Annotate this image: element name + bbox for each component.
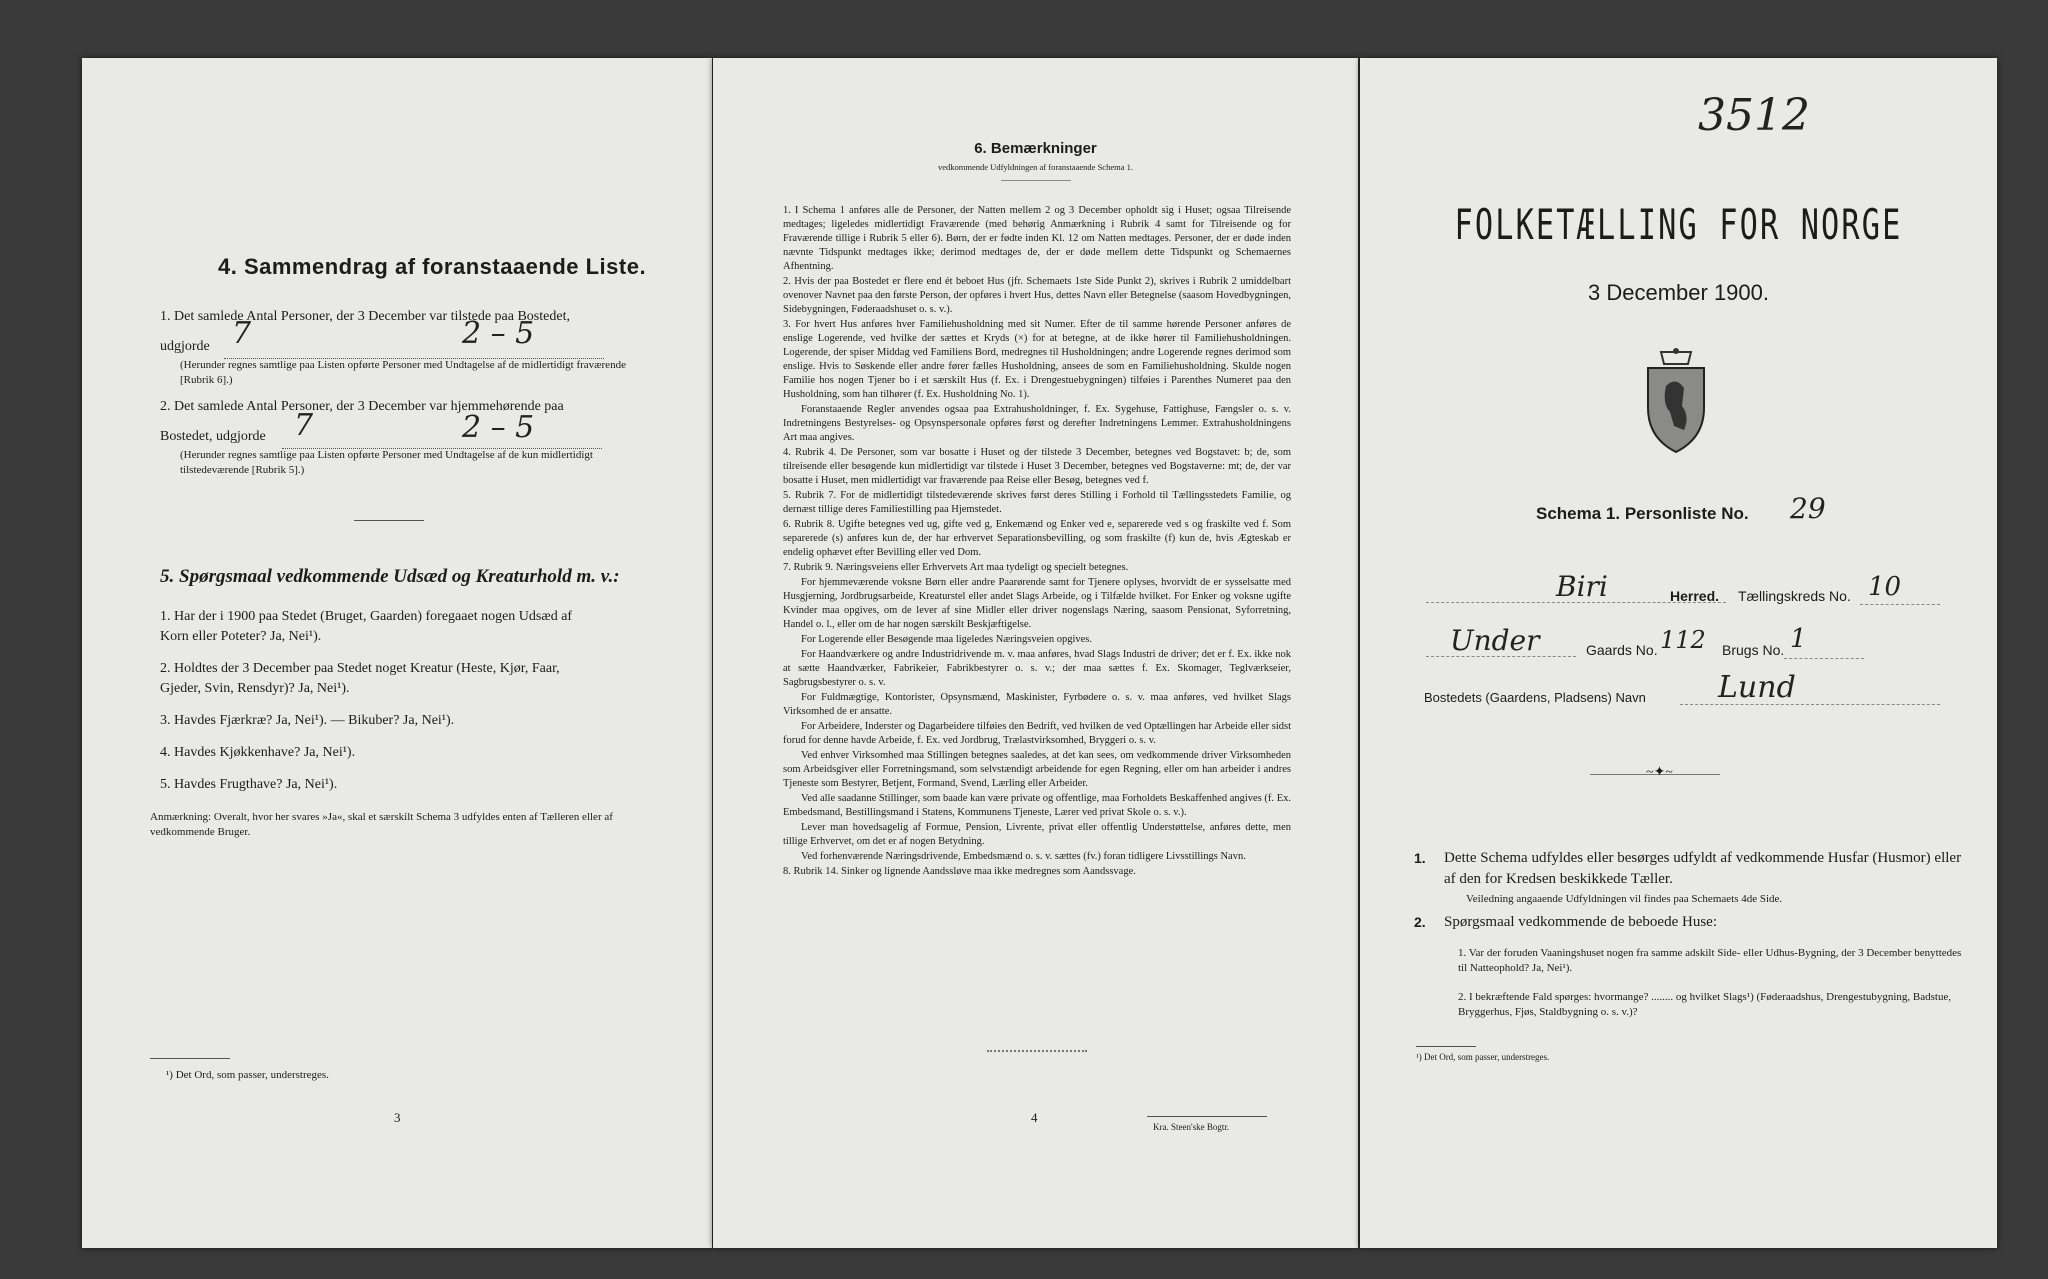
bosted-label: Bostedets (Gaardens, Pladsens) Navn: [1424, 690, 1646, 705]
remark-item: 3. For hvert Hus anføres hver Familiehusholdning med sit Numer. Efter de til samme hørende Personer anføres de enslige Logerende, ved hvilke der sættes et Kryds (×) for at betegne, at de ikke hører til Familiehusholdningen. Logerende, der spiser Middag ved Familiens Bord, medregnes til Husholdningen; andre Logerende regnes derimod som enslige. Hvis to Søskende eller andre fører fælles Husholdning, ansees de som en Familiehusholdning. Skulde nogen Familie hos nogen Tjener bo i et særskilt Hus (f. Ex. i Drengestuebygningen) tilføies i Parenthes Numeret paa den Husholdning, som han tilhører (f. Ex. Husholdning No. 1).: [783, 319, 1291, 400]
gaard-line: [1426, 656, 1576, 657]
kreds-line: [1860, 604, 1940, 605]
remark-item: Foranstaaende Regler anvendes ogsaa paa Extrahusholdninger, f. Ex. Sygehuse, Fattighuse, Fængsler o. s. v. Indretningens Bestyrelses- og Opsynspersonale opføres først og derefter Indretningens Lemmer. Extrahusholdningens Art maa angives.: [783, 404, 1291, 443]
footnote: ¹) Det Ord, som passer, understreges.: [166, 1069, 329, 1081]
title-rule: [1001, 180, 1071, 181]
remark-item: 6. Rubrik 8. Ugifte betegnes ved ug, gifte ved g, Enkemænd og Enker ved e, separerede ved s og fraskilte ved f. Som separerede (s) anføres kun de, der har erhvervet Separationsbevilling, og som fraskilte (f) kun de, hvis Ægteskab er endelig ophævet efter Bevilling eller ved Dom.: [783, 519, 1291, 558]
footnote-rule: [1416, 1046, 1476, 1047]
page-4-remarks: [713, 58, 1358, 1248]
s5-q2a: 2. Holdtes der 3 December paa Stedet noget Kreatur (Heste, Kjør, Faar,: [160, 661, 560, 676]
item2-question-2: 2. I bekræftende Fald spørges: hvormange? ........ og hvilket Slags¹) (Føderaadshus, Drengestubygning, Badstue, Bryggerhus, Fjøs, Staldbygning o. s. v.)?: [1458, 991, 1952, 1018]
bosted-value: Lund: [1718, 670, 1796, 705]
page-3-summary: [82, 58, 712, 1248]
divider: [354, 520, 424, 521]
q1-prefix: udgjorde: [160, 339, 210, 354]
gaard-label: Gaards No.: [1586, 642, 1658, 658]
item2-text: Spørgsmaal vedkommende de beboede Huse:: [1444, 914, 1717, 930]
q2-text: 2. Det samlede Antal Personer, der 3 December var hjemmehørende paa: [160, 399, 564, 414]
footnote-rule: [150, 1058, 230, 1059]
s5-q4: 4. Havdes Kjøkkenhave? Ja, Nei¹).: [160, 745, 356, 760]
schema-label: Schema 1. Personliste No.: [1536, 504, 1749, 523]
item1-text: Dette Schema udfyldes eller besørges udfyldt af vedkommende Husfar (Husmor) eller af den for Kredsen beskikkede Tæller.: [1444, 850, 1962, 887]
bosted-line: [1680, 704, 1940, 705]
item1-number: 1.: [1414, 850, 1426, 866]
remark-item: For Fuldmægtige, Kontorister, Opsynsmænd, Maskinister, Fyrbødere o. s. v. maa anføres, ved hvilket Slags Virksomhed de er ansatte.: [783, 692, 1291, 717]
remark-item: Ved forhenværende Næringsdrivende, Embedsmænd o. s. v. sættes (fv.) foran tidligere Livsstillings Navn.: [801, 851, 1246, 862]
section-4-title: 4. Sammendrag af foranstaaende Liste.: [218, 254, 647, 279]
end-divider: [987, 1050, 1087, 1052]
q1-answer: 7: [232, 316, 252, 351]
q2-prefix: Bostedet, udgjorde: [160, 429, 266, 444]
page-number: 4: [1031, 1110, 1038, 1125]
remark-item: 5. Rubrik 7. For de midlertidigt tilstedeværende skrives først deres Stilling i Forhold til Tællingsstedets Familie, og dernæst tillige deres Familiestilling paa Hjemstedet.: [783, 490, 1291, 515]
remark-item: Ved enhver Virksomhed maa Stillingen betegnes saaledes, at det kan sees, om vedkommende driver Virksomheden som Arbeidsgiver eller Forretningsmand, som selvstændigt arbeidende for egen Regning, eller om han arbeider i andres Tjeneste som Bestyrer, Betjent, Formand, Svend, Lærling eller Arbeider.: [783, 750, 1291, 789]
item1-note: Veiledning angaaende Udfyldningen vil findes paa Schemaets 4de Side.: [1466, 893, 1783, 905]
q2-answer-line: [282, 434, 602, 449]
gaard-value: Under: [1450, 624, 1540, 657]
q1-note: (Herunder regnes samtlige paa Listen opførte Personer med Undtagelse af de midlertidigt fraværende [Rubrik 6].): [180, 359, 626, 386]
herred-label: Herred.: [1670, 588, 1720, 604]
census-title: FOLKETÆLLING FOR NORGE: [1454, 200, 1903, 249]
norway-coat-of-arms-icon: [1626, 346, 1726, 456]
q1-text: 1. Det samlede Antal Personer, der 3 December var tilstede paa Bostedet,: [160, 309, 570, 324]
q2-answer: 7: [294, 408, 314, 443]
q2-note: (Herunder regnes samtlige paa Listen opførte Personer med Undtagelse af de kun midlertidigt tilstedeværende [Rubrik 5].): [180, 449, 593, 476]
remark-item: For Haandværkere og andre Industridrivende m. v. maa anføres, hvad Slags Industri de driver; det er f. Ex. ikke nok at sætte Haandværker, Fabrikeier, Fabrikbestyrer o. s. v.; der maa sættes f. Ex. Skomager, Teglværkseier, Sagbrugsbestyrer o. s. v.: [783, 649, 1291, 688]
s5-q2b: Gjeder, Svin, Rensdyr)? Ja, Nei¹).: [160, 681, 350, 696]
remark-item: For Arbeidere, Inderster og Dagarbeidere tilføies den Bedrift, ved hvilken de ved Optællingen har Arbeide eller sidst forud for denne havde Arbeide, f. Ex. ved Jordbrug, Trælastvirksomhed, Bryggeri o. s. v.: [783, 721, 1291, 746]
remark-item: 4. Rubrik 4. De Personer, som var bosatte i Huset og der tilstede 3 December, betegnes ved Bogstavet: b; de, som tilreisende eller besøgende kun midlertidigt var tilstede i Huset 3 December, betegnes ved Bogstaverne: mt; de, der var bosatte i Huset, men midlertidigt var fraværende paa Reise eller Besøg, betegnes ved f.: [783, 447, 1291, 486]
printer-mark: Kra. Steen'ske Bogtr.: [1153, 1122, 1230, 1132]
page-1-cover: [1360, 58, 1997, 1248]
archive-number: 3512: [1698, 90, 1810, 141]
remark-item: 1. I Schema 1 anføres alle de Personer, der Natten mellem 2 og 3 December opholdt sig i Huset; ogsaa Tilreisende medtages; ligeledes midlertidigt Fraværende (med behørig Anmærkning i Rubrik 4 samt for Tilreisende og for Fraværende tillige i Rubrik 5 eller 6). Børn, der er fødte inden Kl. 12 om Natten medtages. Personer, der er døde inden nævnte Tidspunkt medtages ikke; derimod medtages de, der er døde mellem dette Tidspunkt og Schemaernes Afhentning.: [783, 205, 1291, 272]
s5-q5: 5. Havdes Frugthave? Ja, Nei¹).: [160, 777, 338, 792]
s5-q3: 3. Havdes Fjærkræ? Ja, Nei¹). — Bikuber? Ja, Nei¹).: [160, 713, 455, 728]
q1-answer-line: [224, 344, 604, 359]
q1-extra: 2 – 5: [462, 316, 535, 351]
remark-item: For hjemmeværende voksne Børn eller andre Paarørende samt for Tjenere oplyses, hvorvidt de er sysselsatte med Husgjerning, Jordbrugsarbeide, Kreaturstel eller andet Slags Arbeide, og i Tilfælde hvilket. For Enker og voksne ugifte Kvinder maa opgives, om de lever af sine Midler eller driver nogenslags Næring, saasom Pensionat, Syforretning, Handel o. l., eller om de har nogen særskilt Beskjæftigelse.: [783, 577, 1291, 630]
brugs-number: 1: [1790, 624, 1807, 654]
remark-item: 8. Rubrik 14. Sinker og lignende Aandssløve maa ikke medregnes som Aandssvage.: [783, 866, 1136, 877]
herred-value: Biri: [1556, 570, 1608, 603]
remarks-title: 6. Bemærkninger: [974, 140, 1097, 157]
page-number: 3: [394, 1110, 401, 1125]
brugs-line: [1784, 658, 1864, 659]
remarks-subtitle: vedkommende Udfyldningen af foranstaaende Schema 1.: [938, 162, 1133, 172]
remark-item: 2. Hvis der paa Bostedet er flere end ét beboet Hus (jfr. Schemaets 1ste Side Punkt 2), skrives i Rubrik 2 umiddelbart ovenover Navnet paa den første Person, der opføres i hvert Hus, dettes Navn eller Betegnelse (saasom Hovedbygningen, Sidebygningen, Føderaadshuset o. s. v.).: [783, 276, 1291, 315]
brugs-label: Brugs No.: [1722, 642, 1785, 658]
gaard-number: 112: [1660, 626, 1706, 654]
item2-question-1: 1. Var der foruden Vaaningshuset nogen fra samme adskilt Side- eller Udhus-Bygning, der 3 December benyttedes til Natteophold? Ja, Nei¹).: [1458, 947, 1962, 974]
remark-item: Ved alle saadanne Stillinger, som baade kan være private og offentlige, maa Forholdets Beskaffenhed angives (f. Ex. Embedsmand, Bestillingsmand i Statens, Kommunens Tjeneste, Lærer ved privat Skole o. s. v.).: [783, 793, 1291, 818]
annotation-note: Anmærkning: Overalt, hvor her svares »Ja«, skal et særskilt Schema 3 udfyldes enten af Tælleren eller af vedkommende Bruger.: [150, 811, 613, 838]
remarks-list: [783, 204, 1291, 880]
kreds-value: 10: [1868, 572, 1902, 602]
item2-number: 2.: [1414, 914, 1426, 930]
section-5-title: 5. Spørgsmaal vedkommende Udsæd og Kreaturhold m. v.:: [160, 566, 620, 587]
kreds-label: Tællingskreds No.: [1738, 588, 1851, 604]
ornament-icon: ~✦~: [1646, 765, 1673, 780]
schema-number: 29: [1790, 492, 1826, 525]
s5-q1b: Korn eller Poteter? Ja, Nei¹).: [160, 629, 322, 644]
remark-item: For Logerende eller Besøgende maa ligeledes Næringsveien opgives.: [801, 634, 1092, 645]
printer-rule: [1147, 1116, 1267, 1117]
remark-item: 7. Rubrik 9. Næringsveiens eller Erhvervets Art maa tydeligt og specielt betegnes.: [783, 562, 1129, 573]
s5-q1a: 1. Har der i 1900 paa Stedet (Bruget, Gaarden) foregaaet nogen Udsæd af: [160, 609, 573, 624]
q2-extra: 2 – 5: [462, 410, 535, 445]
remark-item: Lever man hovedsagelig af Formue, Pension, Livrente, privat eller offentlig Understøttelse, anføres dette, men tillige Erhvervet, om det er af nogen Betydning.: [783, 822, 1291, 847]
footnote: ¹) Det Ord, som passer, understreges.: [1416, 1052, 1550, 1062]
census-date: 3 December 1900.: [1588, 280, 1769, 305]
